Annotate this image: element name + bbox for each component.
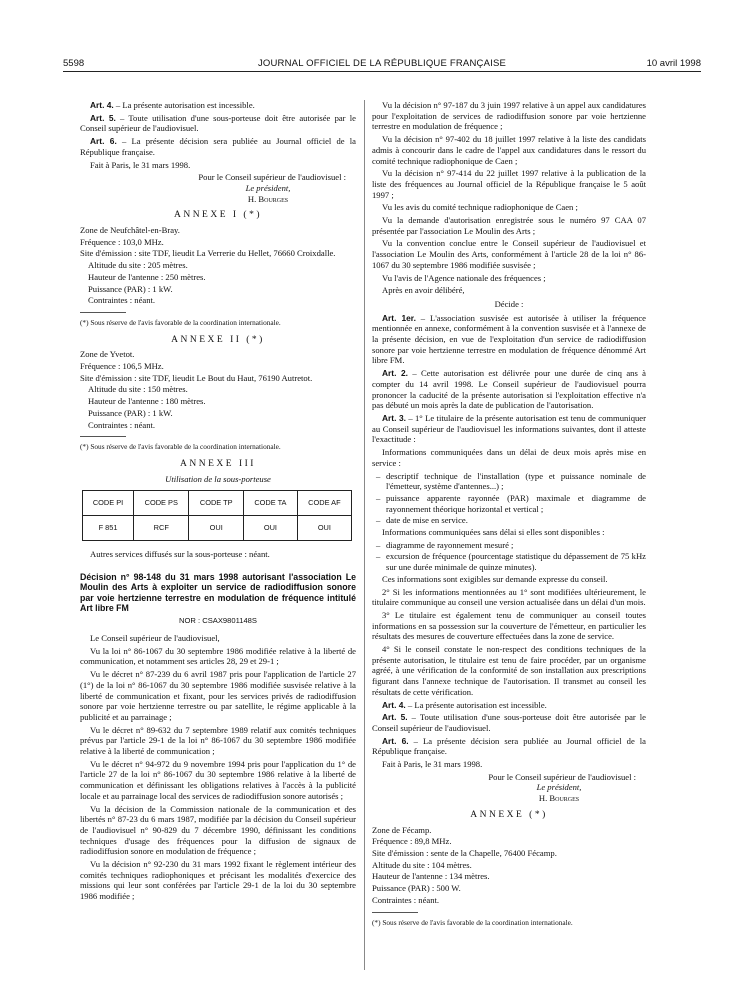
vu-paragraph: Vu la convention conclue entre le Conseil supérieur de l'audiovisuel et l'association Le Moulin des Arts, conformément à l'article 28 de la loi n° 86-1067 du 30 septembre 1986 modifiée susvisée ; — [372, 238, 646, 270]
table-cell: RCF — [134, 516, 189, 541]
signature-role: Le président, — [536, 782, 582, 793]
annex-line: Altitude du site : 205 mètres. — [88, 260, 188, 271]
decision-title: Décision n° 98-148 du 31 mars 1998 autorisant l'association Le Moulin des Arts à exploiter un service de radiodiffusion sonore par voie hertzienne terrestre en modulation de fréquence intitulé Art libre FM — [80, 572, 356, 613]
article-6: Art. 6. – La présente décision sera publiée au Journal officiel de la République française. — [372, 735, 646, 757]
article-4: Art. 4. – La présente autorisation est incessible. — [90, 100, 255, 110]
vu-paragraph: Vu les avis du comité technique radiophonique de Caen ; — [382, 202, 578, 213]
left-column — [80, 100, 356, 904]
vu-paragraph: Vu la décision n° 97-402 du 18 juillet 1997 relative à la liste des candidats admis à concourir dans le cadre de l'appel aux candidatures dans le ressort du comité technique radiophonique de Caen ; — [372, 134, 646, 166]
annex-line: Fréquence : 89,8 MHz. — [372, 836, 452, 847]
vu-paragraph: Vu la demande d'autorisation enregistrée sous le numéro 97 CAA 07 présentée par l'association Le Moulin des Arts ; — [372, 215, 646, 236]
annex-1-title: ANNEXE I (*) — [173, 210, 263, 221]
header-rule — [63, 71, 701, 72]
annex-line: Puissance (PAR) : 500 W. — [372, 883, 461, 894]
bullet-list-2 — [372, 540, 646, 573]
article-2: Art. 2. – Cette autorisation est délivrée pour une durée de cinq ans à compter du 14 avril 1998. Le Conseil supérieur de l'audiovisuel pourra prononcer la caducité de la présente autorisation si l'exploitation effective n'a pas débuté un mois après la date de publication de l'autorisation. — [372, 368, 646, 411]
table-header-cell: CODE PS — [134, 491, 189, 516]
article-5: Art. 5. – Toute utilisation d'une sous-porteuse doit être autorisée par le Conseil supérieur de l'audiovisuel. — [372, 712, 646, 733]
done-at: Fait à Paris, le 31 mars 1998. — [90, 159, 191, 170]
annex-line: Site d'émission : sente de la Chapelle, 76400 Fécamp. — [372, 848, 557, 858]
annex-3-subtitle: Utilisation de la sous-porteuse — [165, 473, 271, 484]
signature-for: Pour le Conseil supérieur de l'audiovisuel : — [198, 172, 346, 183]
footnote-rule — [80, 312, 126, 313]
vu-paragraph: Vu la décision n° 97-414 du 22 juillet 1997 relative à la publication de la liste des fréquences au Journal officiel de la République française le 5 août 1997 ; — [372, 168, 646, 200]
signature-name: H. Bourges — [247, 193, 289, 204]
list-item: – diagramme de rayonnement mesuré ; — [376, 539, 514, 550]
footnote-rule — [372, 912, 418, 913]
annex-line: Contraintes : néant. — [88, 295, 156, 306]
table-cell: OUI — [244, 516, 298, 541]
table-header-row — [83, 491, 352, 516]
decision-paragraph: Vu la décision de la Commission nationale de la communication et des libertés n° 87-23 du 6 mars 1987, modifiée par la décision du Conseil supérieur de l'audiovisuel n° 90-829 du 7 décembre 1990, définissant les conditions techniques d'usage des fréquences pour la diffusion de signaux de radiodiffusion sonore en modulation de fréquence ; — [80, 803, 356, 857]
page-number: 5598 — [63, 58, 85, 69]
annex-line: Zone de Neufchâtel-en-Bray. — [80, 225, 180, 236]
article-4: Art. 4. – La présente autorisation est incessible. — [382, 699, 547, 710]
article-1: Art. 1er. – L'association susvisée est autorisée à utiliser la fréquence mentionnée en annexe, conformément à la convention susvisée et à l'annexe de la présente décision, en vue de l'exploitation d'un service de radiodiffusion sonore par voie hertzienne terrestre en modulation de fréquence dénommé Art libre FM. — [372, 312, 646, 366]
article-3-paragraph: 4° Si le conseil constate le non-respect des conditions techniques de la présente autorisation, le titulaire est tenu de faire procéder, par un organisme agréé, à une vérification de la conformité de son installation aux prescriptions figurant dans l'annexe technique de l'autorisation. Il transmet au conseil les résultats de cette vérification. — [372, 644, 646, 697]
annex-line: Fréquence : 103,0 MHz. — [80, 236, 164, 247]
info-intro-2: Informations communiquées sans délai si elles sont disponibles : — [382, 527, 605, 538]
annex-line: Site d'émission : site TDF, lieudit La Verrerie du Hellet, 76660 Croixdalle. — [80, 248, 336, 259]
decision-paragraph: Vu le décret n° 89-632 du 7 septembre 1989 relatif aux comités techniques prévus par l'article 29-1 de la loi n° 86-1067 du 30 septembre 1986 modifiée relative à la liberté de communication ; — [80, 724, 356, 757]
table-cell: F 851 — [83, 516, 134, 541]
article-3-paragraph: 2° Si les informations mentionnées au 1° sont modifiées ultérieurement, le titulaire communique au conseil une version actualisée dans un délai d'un mois. — [372, 586, 646, 608]
decision-paragraph: Le Conseil supérieur de l'audiovisuel, — [90, 632, 220, 643]
done-at: Fait à Paris, le 31 mars 1998. — [382, 759, 483, 770]
journal-title: JOURNAL OFFICIEL DE LA RÉPUBLIQUE FRANÇAISE — [257, 58, 507, 69]
info-intro-1: Informations communiquées dans un délai de deux mois après mise en service : — [372, 447, 646, 468]
signature-block — [372, 772, 646, 804]
right-column — [372, 100, 646, 934]
annex-line: Hauteur de l'antenne : 180 mètres. — [88, 396, 206, 407]
list-item: – puissance apparente rayonnée (PAR) maximale et diagramme de rayonnement théorique horizontal et vertical ; — [376, 492, 646, 514]
annex-1-footnote: (*) Sous réserve de l'avis favorable de la coordination internationale. — [80, 317, 281, 327]
annex-line: Fréquence : 106,5 MHz. — [80, 361, 164, 372]
annex-line: Puissance (PAR) : 1 kW. — [88, 283, 173, 294]
annex-2-footnote: (*) Sous réserve de l'avis favorable de la coordination internationale. — [80, 442, 281, 452]
page-header — [63, 58, 701, 74]
decision-paragraph: Vu le décret n° 94-972 du 9 novembre 1994 pris pour l'application du 1° de l'article 27 de la loi n° 86-1067 du 30 septembre 1986 relative à la liberté de communication et définissant les obligations relatives à l'accès à la publicité locale et au parrainage local des services de radiodiffusion sonore autorisés ; — [80, 758, 356, 801]
decision-paragraph: Vu la décision n° 92-230 du 31 mars 1992 fixant le règlement intérieur des comités techniques radiophoniques et précisant les modalités d'exercice des missions qui leur sont conférées par l'article 29-1 de la loi du 30 septembre 1986 modifiée ; — [80, 859, 356, 902]
annex-2-title: ANNEXE II (*) — [171, 334, 265, 345]
signature-block — [80, 172, 356, 204]
annex-line: Puissance (PAR) : 1 kW. — [88, 407, 173, 418]
column-divider — [364, 100, 365, 970]
signature-name: H. Bourges — [538, 793, 580, 804]
annex-title: ANNEXE (*) — [470, 809, 548, 820]
table-row — [83, 516, 352, 541]
annex-line: Hauteur de l'antenne : 250 mètres. — [88, 271, 206, 282]
signature-for: Pour le Conseil supérieur de l'audiovisuel : — [488, 771, 636, 782]
vu-paragraph: Vu l'avis de l'Agence nationale des fréquences ; — [382, 272, 546, 283]
annex-line: Hauteur de l'antenne : 134 mètres. — [372, 871, 490, 882]
article-3-paragraph: 3° Le titulaire est également tenu de communiquer au conseil toutes informations en sa possession sur la couverture de l'émetteur, en particulier les résultats des mesures de couverture effectuées dans la zone de service. — [372, 609, 646, 642]
table-header-cell: CODE PI — [83, 491, 134, 516]
table-cell: OUI — [297, 516, 351, 541]
decide-heading: Décide : — [494, 298, 524, 309]
annex-line: Altitude du site : 104 mètres. — [372, 859, 472, 870]
table-cell: OUI — [189, 516, 244, 541]
annex-line: Zone de Fécamp. — [372, 824, 432, 835]
annex-line: Contraintes : néant. — [372, 894, 440, 905]
annex-3-title: ANNEXE III — [180, 458, 256, 469]
article-6: Art. 6. – La présente décision sera publiée au Journal officiel de la République française. — [80, 136, 356, 157]
article-5: Art. 5. – Toute utilisation d'une sous-porteuse doit être autorisée par le Conseil supérieur de l'audiovisuel. — [80, 112, 356, 134]
signature-role: Le président, — [245, 182, 291, 193]
issue-date: 10 avril 1998 — [646, 58, 701, 69]
decision-paragraph: Vu le décret n° 87-239 du 6 avril 1987 pris pour l'application de l'article 27 (1°) de la loi n° 86-1067 du 30 septembre 1986 modifiée susvisée relative à la liberté de communication et fixant, pour les services privés de radiodiffusion sonore par voie hertzienne terrestre ou par satellite, le régime applicable à la publicité et au parrainage ; — [80, 669, 356, 722]
annex-line: Altitude du site : 150 mètres. — [88, 384, 188, 395]
decision-paragraph: Vu la loi n° 86-1067 du 30 septembre 1986 modifiée relative à la liberté de communication, et notamment ses articles 28, 29 et 29-1 ; — [80, 645, 356, 667]
other-services: Autres services diffusés sur la sous-porteuse : néant. — [90, 549, 270, 560]
vu-paragraph: Après en avoir délibéré, — [382, 285, 465, 296]
annex-footnote: (*) Sous réserve de l'avis favorable de la coordination internationale. — [372, 917, 573, 927]
vu-paragraph: Vu la décision n° 97-187 du 3 juin 1997 relative à un appel aux candidatures pour l'exploitation de services de radiodiffusion sonore par voie hertzienne terrestre en modulation de fréquence ; — [372, 100, 646, 132]
list-item: – excursion de fréquence (pourcentage statistique du dépassement de 75 kHz sur une durée minimale de quinze minutes). — [376, 551, 646, 573]
annex-line: Zone de Yvetot. — [80, 349, 135, 360]
table-header-cell: CODE TP — [189, 491, 244, 516]
article-3-paragraph: Ces informations sont exigibles sur demande expresse du conseil. — [382, 573, 608, 584]
annex-details — [372, 825, 646, 906]
article-3: Art. 3. – 1° Le titulaire de la présente autorisation est tenu de communiquer au Conseil supérieur de l'audiovisuel les informations suivantes, dont il atteste l'exactitude : — [372, 412, 646, 445]
annex-2-details — [80, 349, 356, 430]
nor-reference: NOR : CSAX9801148S — [179, 616, 257, 626]
bullet-list-1 — [372, 471, 646, 527]
annex-1-details — [80, 225, 356, 306]
table-header-cell: CODE AF — [297, 491, 351, 516]
annex-line: Contraintes : néant. — [88, 419, 156, 430]
footnote-rule — [80, 436, 126, 437]
list-item: – date de mise en service. — [376, 515, 468, 526]
table-header-cell: CODE TA — [244, 491, 298, 516]
annex-line: Site d'émission : site TDF, lieudit Le Bout du Haut, 76190 Autretot. — [80, 372, 313, 383]
subcarrier-codes-table — [82, 490, 352, 541]
list-item: – descriptif technique de l'installation (type et puissance nominale de l'émetteur, système d'antennes...) ; — [376, 470, 646, 492]
